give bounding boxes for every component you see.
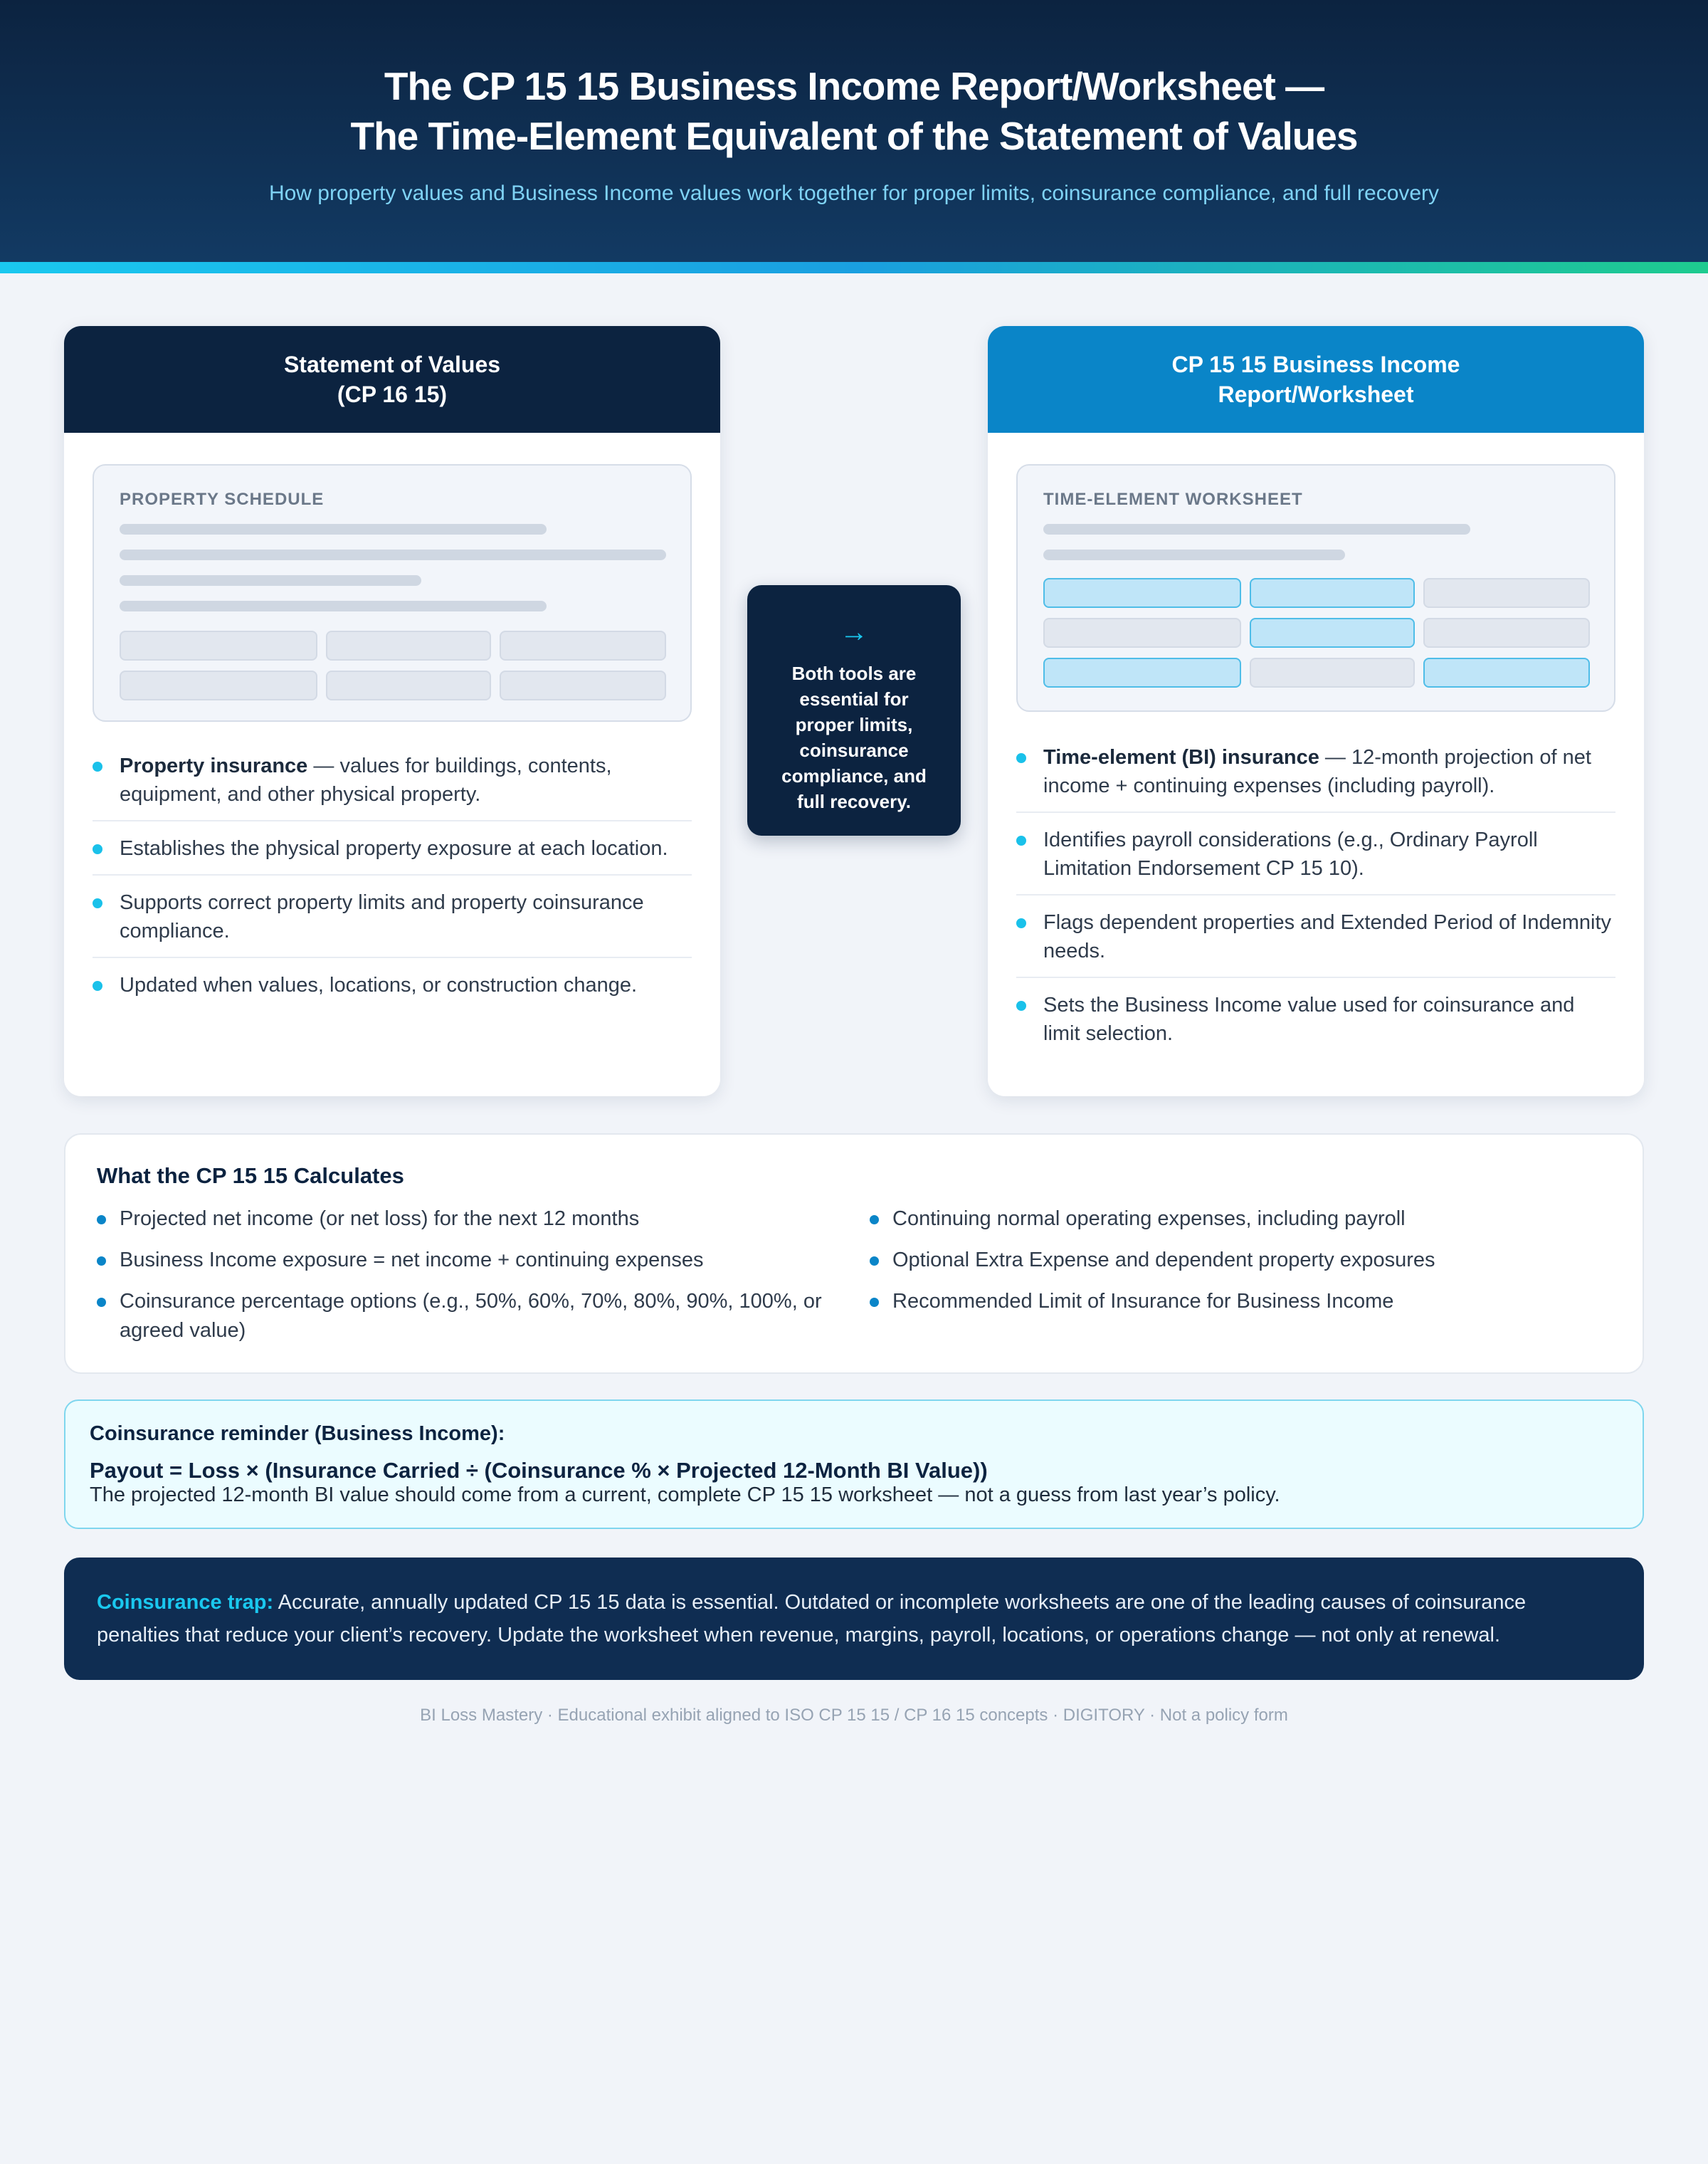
highlighted-cell	[1043, 578, 1241, 608]
placeholder-cell	[120, 671, 317, 700]
placeholder-cell	[1423, 618, 1590, 648]
page-header	[0, 0, 1708, 262]
footer-note: BI Loss Mastery · Educational exhibit aligned to ISO CP 15 15 / CP 16 15 concepts · DIGITORY · Not a policy form	[420, 1706, 1288, 1725]
page-subtitle: How property values and Business Income values work together for proper limits, coinsurance compliance, and full recovery	[268, 182, 1440, 205]
list-item: Identifies payroll considerations (e.g., Ordinary Payroll Limitation Endorsement CP 15 10).	[1016, 826, 1615, 895]
card-title-line-2: Report/Worksheet	[1218, 382, 1414, 407]
card-title-line-2: (CP 16 15)	[337, 382, 448, 407]
statement-of-values-card	[64, 326, 720, 1096]
time-element-worksheet-illustration	[1016, 464, 1615, 712]
placeholder-cell	[326, 631, 491, 661]
business-income-card-header	[988, 326, 1644, 433]
highlighted-cell	[1250, 578, 1415, 608]
card-title-line-1: CP 15 15 Business Income	[1171, 352, 1460, 377]
reminder-heading: Coinsurance reminder (Business Income):	[90, 1422, 505, 1445]
reminder-note: The projected 12-month BI value should come from a current, complete CP 15 15 worksheet — not a guess from last year’s policy.	[90, 1483, 1280, 1506]
list-item: Establishes the physical property exposure at each location.	[93, 834, 692, 876]
list-item: Coinsurance percentage options (e.g., 50%, 60%, 70%, 80%, 90%, 100%, or agreed value)	[97, 1287, 837, 1345]
property-schedule-illustration	[93, 464, 692, 722]
list-item: Projected net income (or net loss) for the next 12 months	[97, 1204, 837, 1234]
list-item: Flags dependent properties and Extended Period of Indemnity needs.	[1016, 908, 1615, 978]
highlighted-cell	[1423, 658, 1590, 688]
placeholder-cell	[1043, 618, 1241, 648]
placeholder-cell	[500, 671, 666, 700]
list-item: Recommended Limit of Insurance for Business Income	[870, 1287, 1610, 1316]
business-income-worksheet-card	[988, 326, 1644, 1096]
placeholder-line	[1043, 524, 1470, 535]
page-title	[0, 61, 1708, 161]
title-line-1: The CP 15 15 Business Income Report/Worksheet —	[384, 64, 1324, 108]
placeholder-line	[1043, 550, 1345, 560]
header-accent-bar	[0, 262, 1708, 273]
connector-text: Both tools are essential for proper limits, coinsurance compliance, and full recovery.	[781, 663, 927, 812]
list-item: Time-element (BI) insurance — 12-month projection of net income + continuing expenses (including payroll).	[1016, 743, 1615, 813]
calculates-title: What the CP 15 15 Calculates	[97, 1163, 404, 1188]
card-title-line-1: Statement of Values	[283, 352, 501, 377]
statement-of-values-bullets	[93, 752, 692, 1024]
placeholder-cell	[1250, 658, 1415, 688]
list-item: Optional Extra Expense and dependent property exposures	[870, 1246, 1610, 1275]
mock-label: TIME-ELEMENT WORKSHEET	[1043, 490, 1303, 509]
title-line-2: The Time-Element Equivalent of the Statement of Values	[350, 114, 1358, 158]
business-income-bullets	[1016, 743, 1615, 1072]
mock-label: PROPERTY SCHEDULE	[120, 490, 325, 509]
list-item: Updated when values, locations, or construction change.	[93, 971, 692, 1011]
statement-of-values-card-header	[64, 326, 720, 433]
trap-text: Coinsurance trap: Accurate, annually updated CP 15 15 data is essential. Outdated or incomplete worksheets are one of the leading causes of coinsurance penalties that reduce your client’s recovery. Update the worksheet when revenue, margins, payroll, locations, or operations change — not only at renewal.	[97, 1591, 1527, 1646]
placeholder-line	[120, 601, 547, 611]
list-item: Sets the Business Income value used for coinsurance and limit selection.	[1016, 991, 1615, 1059]
placeholder-cell	[1423, 578, 1590, 608]
reminder-formula: Payout = Loss × (Insurance Carried ÷ (Coinsurance % × Projected 12-Month BI Value))	[90, 1458, 988, 1483]
list-item: Business Income exposure = net income + continuing expenses	[97, 1246, 837, 1275]
list-item: Continuing normal operating expenses, including payroll	[870, 1204, 1610, 1234]
coinsurance-reminder	[64, 1399, 1644, 1529]
placeholder-line	[120, 550, 666, 560]
placeholder-line	[120, 524, 547, 535]
placeholder-cell	[326, 671, 491, 700]
calculates-panel	[64, 1133, 1644, 1374]
arrow-right-icon: →	[840, 616, 868, 648]
list-item: Supports correct property limits and property coinsurance compliance.	[93, 888, 692, 958]
highlighted-cell	[1043, 658, 1241, 688]
coinsurance-trap-callout	[64, 1558, 1644, 1680]
connector-callout	[747, 585, 961, 836]
placeholder-cell	[500, 631, 666, 661]
calculates-column-1	[97, 1204, 837, 1357]
highlighted-cell	[1250, 618, 1415, 648]
placeholder-line	[120, 575, 421, 586]
list-item: Property insurance — values for buildings, contents, equipment, and other physical property.	[93, 752, 692, 821]
calculates-column-2	[870, 1204, 1610, 1328]
placeholder-cell	[120, 631, 317, 661]
trap-label: Coinsurance trap:	[97, 1591, 274, 1614]
